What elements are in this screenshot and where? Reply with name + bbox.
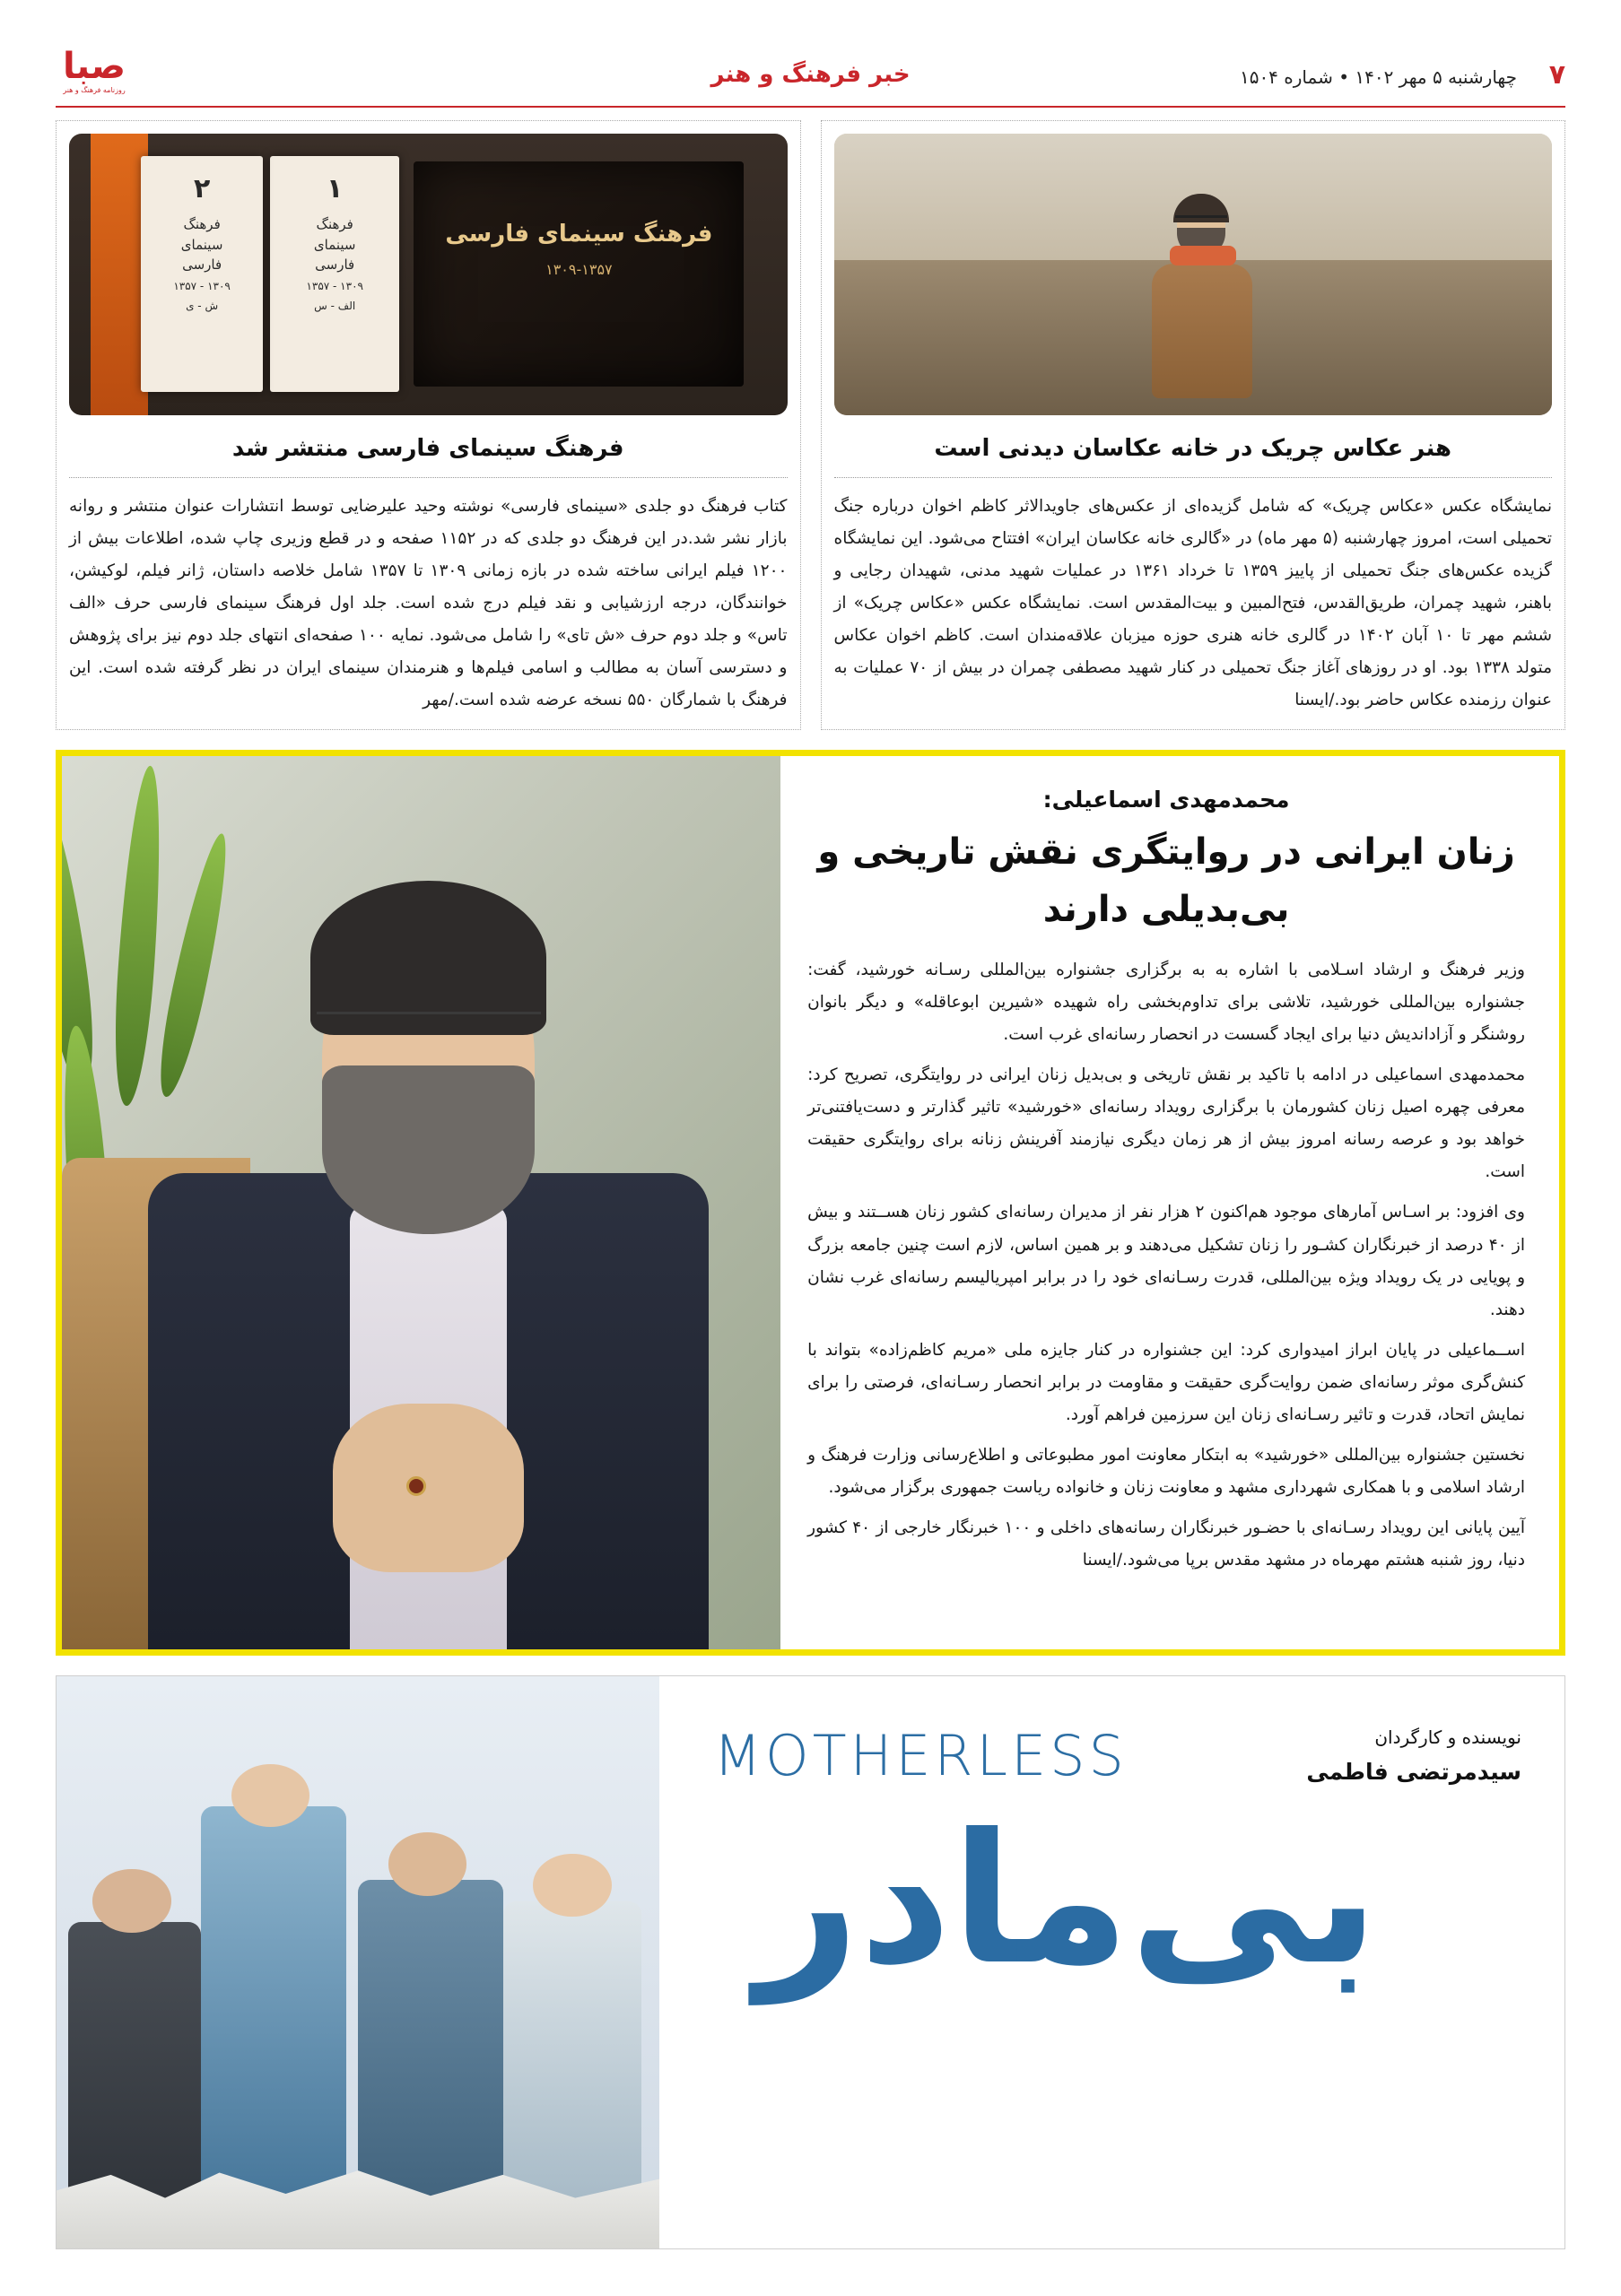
cast-member-head (388, 1832, 466, 1895)
ad-credit-name: سیدمرتضی فاطمی (1306, 1759, 1521, 1785)
decorative-strip (91, 134, 148, 415)
ad-credit-label: نویسنده و کارگردان (1374, 1726, 1521, 1748)
article-guerrilla-photographer (821, 120, 1566, 730)
headline-divider (69, 477, 788, 478)
figure-body (1152, 264, 1252, 398)
issue-info: چهارشنبه ۵ مهر ۱۴۰۲ • شماره ۱۵۰۴ (1239, 66, 1517, 88)
article-headline: هنر عکاس چریک در خانه عکاسان دیدنی است (934, 434, 1452, 462)
masthead-divider (56, 106, 1565, 108)
volume-two-title: فرهنگ سینمای فارسی (180, 216, 223, 274)
photographer-figure (1136, 192, 1270, 398)
article-farsi-cinema-dictionary (56, 120, 801, 730)
volume-two-range: ش - ی (186, 300, 219, 313)
cast-member-head (533, 1854, 611, 1917)
motherless-film-poster-photo (57, 1676, 659, 2248)
article-body: نمایشگاه عکس «عکاس چریک» که شامل گزیده‌ای از عکس‌های جاویدالاثر کاظم اخوان درباره جنگ تحمیلی است، امروز چهارشنبه (۵ مهر ماه) در «گالری خانه عکاسان ایران» افتتاح می‌شود. این نمایشگاه گزیده عکس‌های جنگ تحمیلی از پاییز ۱۳۵۹ تا خرداد ۱۳۶۱ در عملیات شهید مدنی، شهیدان رجایی و باهنر، شهید چمران، طریق‌القدس، فتح‌المبین و بیت‌المقدس است. نمایشگاه عکس «عکاس چریک» از ششم مهر تا ۱۰ آبان ۱۴۰۲ در گالری خانه هنری حوزه میزبان علاقه‌مندان است. کاظم اخوان عکاس متولد ۱۳۳۸ بود. او در روزهای آغاز جنگ تحمیلی در کنار شهید مصطفی چمران در بیش از ۷۰ عملیات به عنوان رزمنده عکاس حاضر بود./ایسنا (833, 496, 1552, 709)
feature-paragraph: وزیر فرهنگ و ارشاد اسـلامی با اشاره به به برگزاری جشنواره بین‌المللی رسـانه خورشید، گفت: جشنواره بین‌المللی خورشید، تلاشی برای تداوم‌بخشی راه شهیده «شیرین ابوعاقله» و دیگر بانوان روشنگر و آزاداندیش دنیا برای ایجاد گسست در انحصار رسانه‌ای غرب است. (807, 961, 1525, 1045)
feature-paragraph: وی افزود: بر اسـاس آمارهای موجود هم‌اکنون ۲ هزار نفر از مدیران رسانه‌ای کشور زنان هســتند و بیش از ۴۰ درصد از خبرنگاران کشـور را زنان تشکیل می‌دهند و بر همین اساس، لازم است چنین جامعه بزرگ و پویایی در یک رویداد ویژه بین‌المللی، قدرت رسـانه‌ای خود را در برابر امپریالیسم رسانه‌ای غرب نشان دهند. (807, 1203, 1525, 1319)
feature-headline: زنان ایرانی در روایتگری نقش تاریخی و بی‌بدیلی دارند (817, 831, 1515, 930)
ad-latin-title: MOTHERLESS (713, 1723, 1128, 1788)
book-covers-photo (69, 134, 788, 415)
section-title: خبر فرهنگ و هنر (710, 61, 911, 88)
article-headline: فرهنگ سینمای فارسی منتشر شد (231, 434, 624, 462)
cast-member-head (92, 1869, 170, 1932)
figure-scarf (1170, 246, 1236, 265)
page-number: ۷ (1548, 59, 1565, 91)
book-volume-one (270, 156, 399, 392)
volume-two-years: ۱۳۰۹ - ۱۳۵۷ (173, 279, 231, 292)
volume-two-number: ۲ (193, 173, 211, 205)
cast-group (57, 1722, 659, 2248)
feature-article (56, 750, 1565, 1656)
headline-divider (834, 477, 1553, 478)
dark-book-cover (414, 161, 744, 387)
article-body: کتاب فرهنگ دو جلدی «سینمای فارسی» نوشته وحید علیرضایی توسط انتشارات عنوان منتشر و روانه بازار نشر شد.در این فرهنگ دو جلدی که در ۱۱۵۲ صفحه و در قطع وزیری چاپ شده، اطلاعات بیش از ۱۲۰۰ فیلم ایرانی ساخته شده در بازه زمانی ۱۳۰۹ تا ۱۳۵۷ شامل خلاصه داستان، ژانر فیلم، لوکیشن، خوانندگان، درجه ارزشیابی و نقد فیلم درج شده است. جلد اول فرهنگ سینمای فارسی حرف «الف تاس» و جلد دوم حرف «ش تای» را شامل می‌شود. نمایه ۱۰۰ صفحه‌ای انتهای جلد دوم نیز برای پژوهش و دسترسی آسان به مطالب و اسامی فیلم‌ها و هنرمندان سینمای ایران در نظر گرفته شده است. این فرهنگ با شمارگان ۵۵۰ نسخه عرضه شده است./مهر (69, 496, 788, 709)
logo-mark: صبا (63, 46, 126, 87)
feature-paragraph: محمدمهدی اسماعیلی در ادامه با تاکید بر نقش تاریخی و بی‌بدیل زنان ایرانی در روایتگری، تصریح کرد: معرفی چهره اصیل زنان کشورمان با برگزاری رویداد رسانه‌ای «خورشید» تاثیر گذارتر و دست‌یافتنی‌تر خواهد بود و عرصه رسانه امروز بیش از هر زمان دیگری نیازمند آفرینش زنانه برای روایتگری حقیقت است. (807, 1065, 1525, 1182)
volume-one-years: ۱۳۰۹ - ۱۳۵۷ (306, 279, 363, 292)
figure-hands (333, 1404, 523, 1572)
minister-interview-photo (62, 756, 780, 1649)
volume-one-range: الف - س (314, 300, 356, 313)
dark-book-title: فرهنگ سینمای فارسی (445, 220, 713, 248)
figure-glasses (1175, 215, 1227, 224)
book-volume-two (141, 156, 263, 392)
volume-one-number: ۱ (327, 173, 344, 205)
dark-book-years: ۱۳۰۹-۱۳۵۷ (545, 260, 613, 278)
feature-kicker: محمدمهدی اسماعیلی: (1042, 787, 1290, 813)
figure-glasses (317, 1012, 541, 1050)
ad-text-area (659, 1676, 1564, 2248)
ad-persian-title: بی‌مادر (755, 1796, 1379, 2005)
masthead (0, 46, 1621, 106)
figure-beard (322, 1065, 535, 1234)
figure-ring (406, 1476, 426, 1496)
feature-paragraph: آیین پایانی این رویداد رسـانه‌ای با حضـور خبرنگاران رسانه‌های داخلی و ۱۰۰ خبرنگار خارجی از ۴۰ کشور دنیا، روز شنبه هشتم مهرماه در مشهد مقدس برپا می‌شود./ایسنا (807, 1518, 1525, 1570)
feature-paragraph: اســماعیلی در پایان ابراز امیدواری کرد: این جشنواره در کنار جایزه ملی «مریم کاظم‌زاده» بتواند با کنش‌گری موثر رسانه‌ای ضمن روایت‌گری حقیقت و مقاومت در برابر انحصار رسـانه‌ای، فرصتی را برای نمایش اتحاد، قدرت و تاثیر رسـانه‌ای زنان این سرزمین فراهم آورد. (807, 1340, 1525, 1424)
film-advertisement (56, 1675, 1565, 2249)
feature-body (807, 954, 1525, 1577)
newspaper-logo (56, 48, 133, 106)
minister-figure (148, 881, 709, 1649)
top-articles-row (56, 120, 1565, 730)
feature-text-column (780, 756, 1559, 1649)
feature-paragraph: نخستین جشنواره بین‌المللی «خورشید» به ابتکار معاونت امور مطبوعاتی و اطلاع‌رسانی وزارت فرهنگ و ارشاد اسلامی و با همکاری شهرداری مشهد و معاونت زنان و خانواده ریاست جمهوری برگزار می‌شود. (807, 1445, 1525, 1497)
cheerik-photographer-photo (834, 134, 1553, 415)
logo-subtitle: روزنامه فرهنگ و هنر (63, 86, 126, 94)
volume-one-title: فرهنگ سینمای فارسی (313, 216, 356, 274)
